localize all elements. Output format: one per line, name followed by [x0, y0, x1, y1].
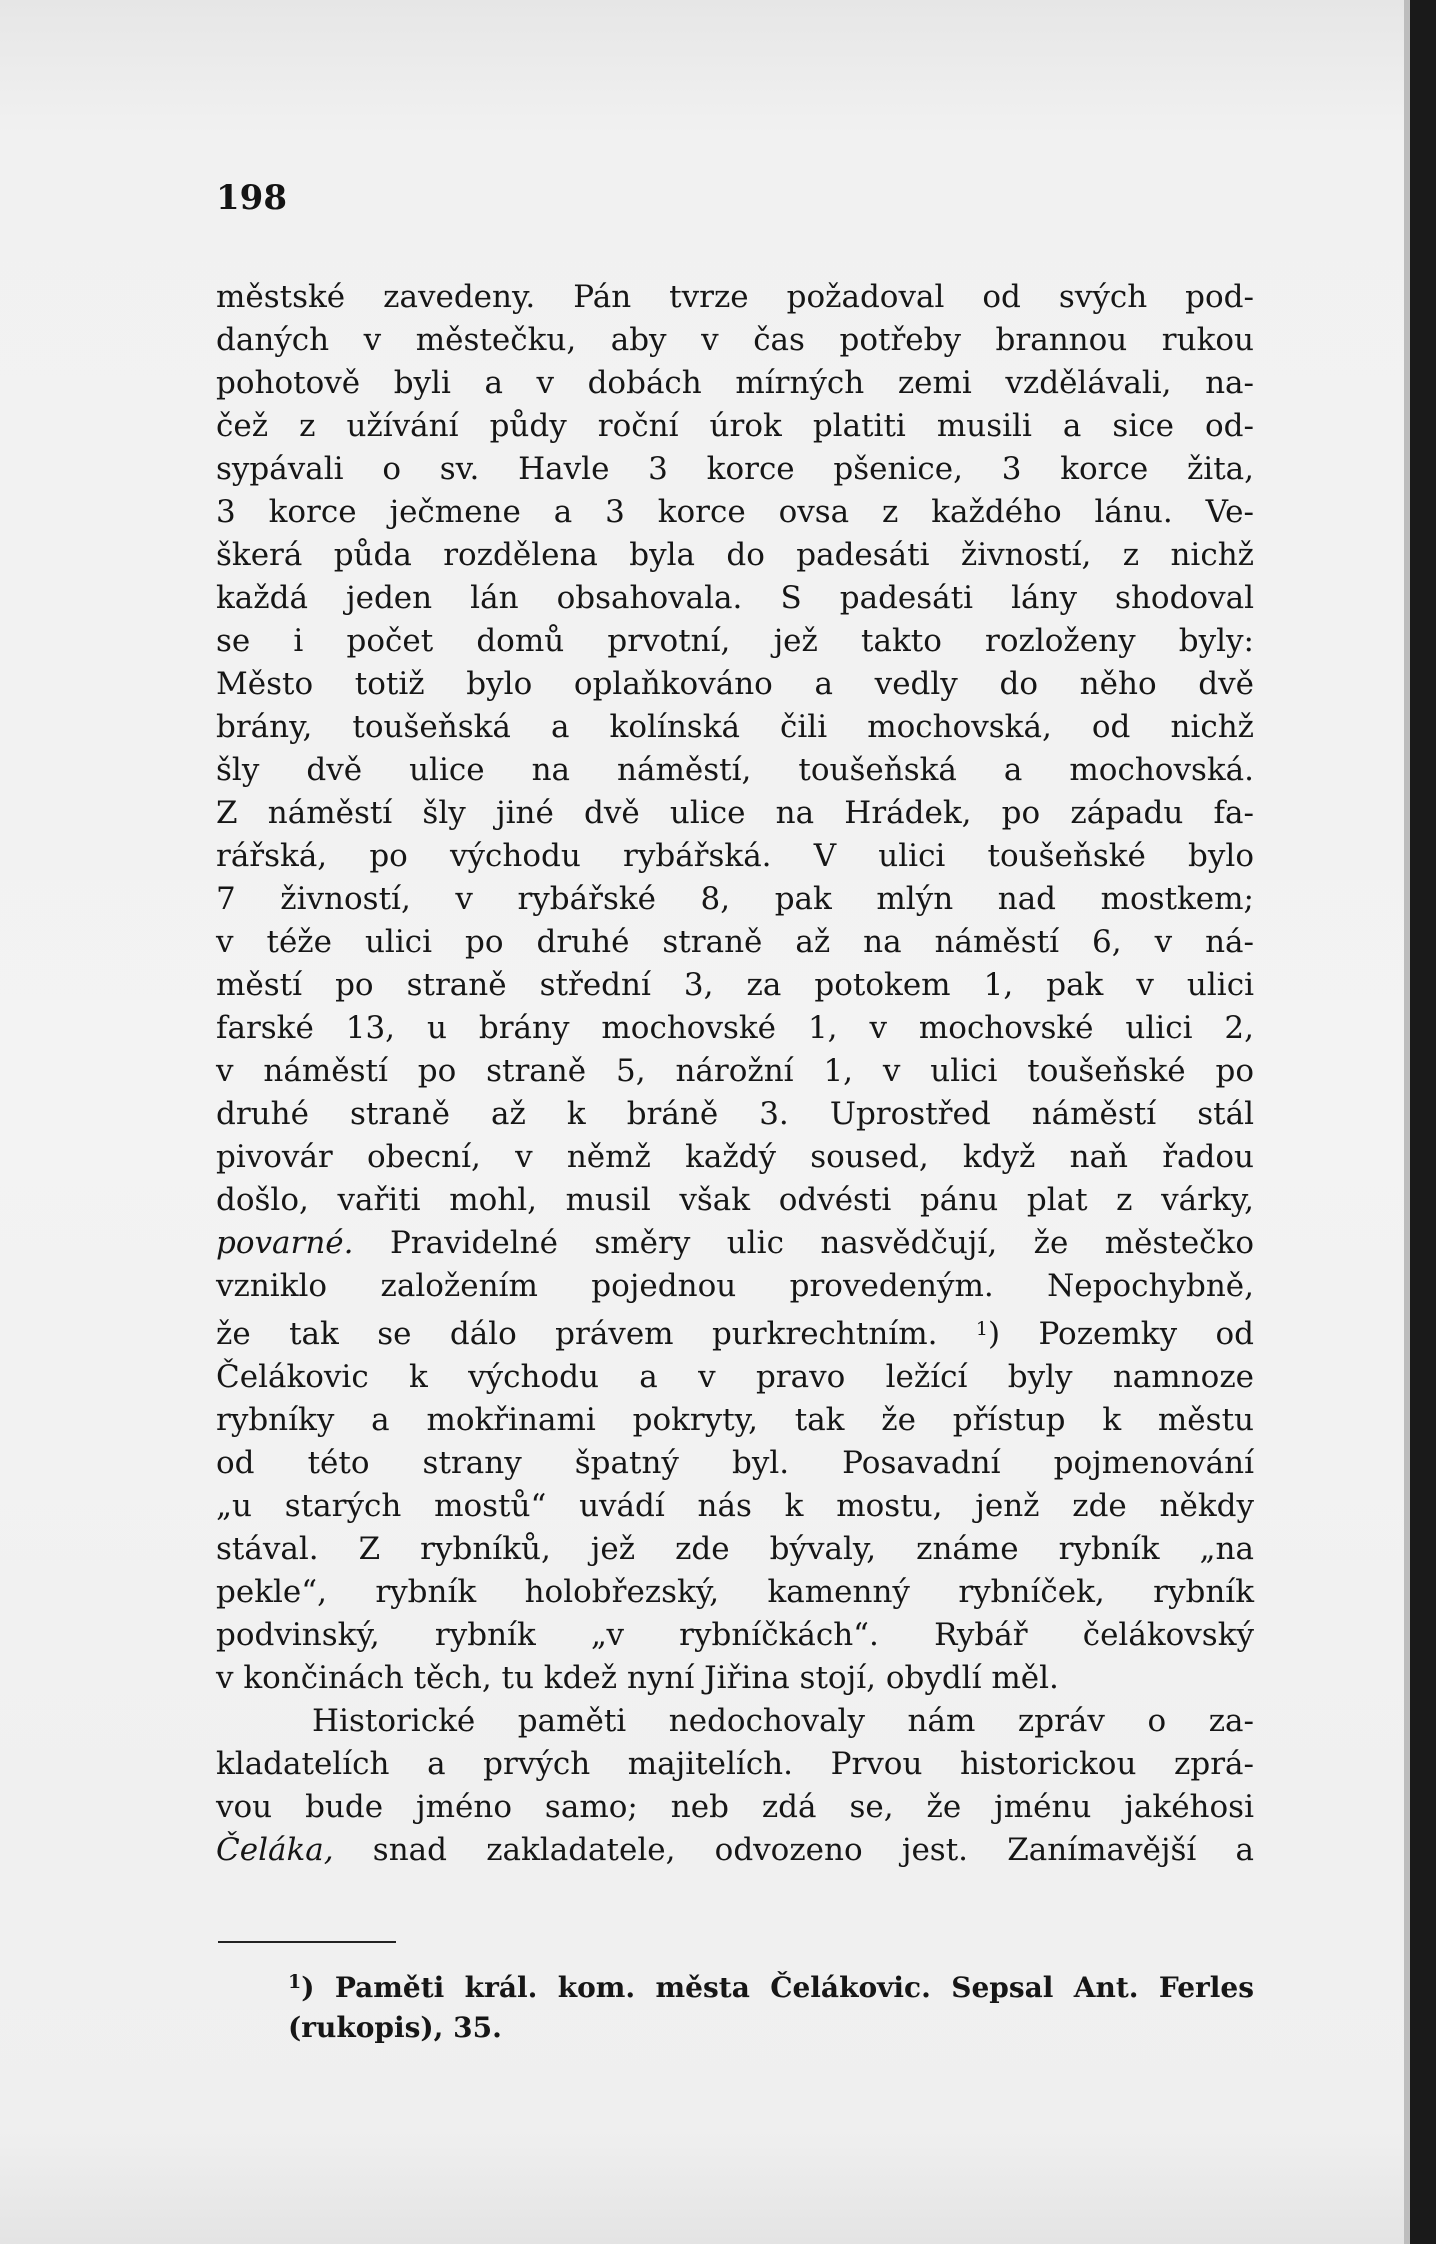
- text-segment: v končinách těch, tu kdež nyní Jiřina stojí, obydlí měl.: [216, 1660, 1059, 1696]
- text-segment: Z náměstí šly jiné dvě ulice na Hrádek, po západu fa-: [216, 795, 1254, 831]
- text-line: [216, 1743, 1254, 1786]
- footnote-line: (rukopis), 35.: [288, 2011, 502, 2044]
- text-segment: kladatelích a prvých majitelích. Prvou historickou zprá-: [216, 1746, 1254, 1782]
- text-line: [216, 921, 1254, 964]
- text-segment: podvinský, rybník „v rybníčkách“. Rybář čelákovský: [216, 1617, 1254, 1653]
- text-line: [216, 1308, 1254, 1356]
- text-line: [216, 577, 1254, 620]
- text-line: [216, 276, 1254, 319]
- text-line: [216, 1222, 1254, 1265]
- text-segment: v téže ulici po druhé straně až na náměstí 6, v ná-: [216, 924, 1254, 960]
- text-segment: Čelákovic k východu a v pravo ležící byly namnoze: [216, 1359, 1254, 1395]
- text-segment: vzniklo založením pojednou provedeným. Nepochybně,: [216, 1268, 1254, 1304]
- text-line: [216, 1829, 1254, 1872]
- text-segment: pekle“, rybník holobřezský, kamenný rybníček, rybník: [216, 1574, 1254, 1610]
- text-line: [216, 1356, 1254, 1399]
- text-line: [216, 491, 1254, 534]
- footnote-reference: 1: [975, 1318, 988, 1340]
- italic-term: Čeláka,: [216, 1832, 334, 1868]
- text-segment: od této strany špatný byl. Posavadní pojmenování: [216, 1445, 1254, 1481]
- text-segment: druhé straně až k bráně 3. Uprostřed náměstí stál: [216, 1096, 1254, 1132]
- italic-term: povarné.: [216, 1225, 354, 1261]
- text-segment: v náměstí po straně 5, nárožní 1, v ulici toušeňské po: [216, 1053, 1254, 1089]
- text-line: [216, 319, 1254, 362]
- text-segment: snad zakladatele, odvozeno jest. Zanímavější a: [333, 1832, 1254, 1868]
- text-line: [216, 1700, 1254, 1743]
- text-segment: vou bude jméno samo; neb zdá se, že jménu jakéhosi: [216, 1789, 1254, 1825]
- text-segment: se i počet domů prvotní, jež takto rozloženy byly:: [216, 623, 1254, 659]
- text-line: [216, 1571, 1254, 1614]
- text-segment: pivovár obecní, v němž každý soused, když naň řadou: [216, 1139, 1254, 1175]
- text-segment: stával. Z rybníků, jež zde bývaly, známe rybník „na: [216, 1531, 1254, 1567]
- text-segment: rářská, po východu rybářská. V ulici toušeňské bylo: [216, 838, 1254, 874]
- text-segment: pohotově byli a v dobách mírných zemi vzdělávali, na-: [216, 365, 1254, 401]
- text-line: [216, 1442, 1254, 1485]
- text-line: [216, 792, 1254, 835]
- scanner-edge: [1410, 0, 1436, 2244]
- text-line: [216, 1136, 1254, 1179]
- text-line: [216, 1657, 1254, 1700]
- text-segment: Pravidelné směry ulic nasvědčují, že městečko: [353, 1225, 1254, 1261]
- footnote-line: $^1$) Paměti král. kom. města Čelákovic. Sepsal Ant. Ferles: [288, 1971, 1255, 2004]
- text-segment: šly dvě ulice na náměstí, toušeňská a mochovská.: [216, 752, 1254, 788]
- text-line: [216, 362, 1254, 405]
- text-line: [216, 1614, 1254, 1657]
- text-segment: farské 13, u brány mochovské 1, v mochovské ulici 2,: [216, 1010, 1254, 1046]
- text-segment: škerá půda rozdělena byla do padesáti živností, z nichž: [216, 537, 1254, 573]
- text-segment: že tak se dálo právem purkrechtním.: [216, 1316, 976, 1352]
- text-line: [216, 835, 1254, 878]
- footnote-text: Paměti král. kom. města Čelákovic. Sepsal Ant. Ferles: [334, 1971, 1255, 2004]
- text-line: [216, 964, 1254, 1007]
- text-line: [216, 1007, 1254, 1050]
- text-segment: brány, toušeňská a kolínská čili mochovská, od nichž: [216, 709, 1254, 745]
- text-line: [216, 1050, 1254, 1093]
- body-text: [216, 276, 1254, 1872]
- text-line: [216, 1485, 1254, 1528]
- text-line: [216, 749, 1254, 792]
- text-line: [216, 1528, 1254, 1571]
- text-segment: Historické paměti nedochovaly nám zpráv o za-: [312, 1703, 1254, 1739]
- text-line: [216, 1265, 1254, 1308]
- text-segment: čež z užívání půdy roční úrok platiti musili a sice od-: [216, 408, 1254, 444]
- text-segment: rybníky a mokřinami pokryty, tak že přístup k městu: [216, 1402, 1254, 1438]
- text-segment: daných v městečku, aby v čas potřeby brannou rukou: [216, 322, 1254, 358]
- text-segment: městí po straně střední 3, za potokem 1, pak v ulici: [216, 967, 1254, 1003]
- text-line: [216, 1179, 1254, 1222]
- text-line: [216, 448, 1254, 491]
- text-segment: ) Pozemky od: [987, 1316, 1254, 1352]
- text-segment: 7 živností, v rybářské 8, pak mlýn nad mostkem;: [216, 881, 1254, 917]
- text-segment: „u starých mostů“ uvádí nás k mostu, jenž zde někdy: [216, 1488, 1254, 1524]
- text-segment: Město totiž bylo oplaňkováno a vedly do něho dvě: [216, 666, 1254, 702]
- text-line: [216, 620, 1254, 663]
- text-line: [216, 1093, 1254, 1136]
- text-segment: městské zavedeny. Pán tvrze požadoval od svých pod-: [216, 279, 1254, 315]
- text-segment: sypávali o sv. Havle 3 korce pšenice, 3 korce žita,: [216, 451, 1254, 487]
- text-line: [216, 405, 1254, 448]
- footnote-divider: [218, 1941, 396, 1943]
- footnote: [288, 1962, 1254, 2048]
- text-line: [216, 1399, 1254, 1442]
- text-line: [216, 534, 1254, 577]
- text-line: [216, 663, 1254, 706]
- text-segment: 3 korce ječmene a 3 korce ovsa z každého lánu. Ve-: [216, 494, 1254, 530]
- text-segment: každá jeden lán obsahovala. S padesáti lány shodoval: [216, 580, 1254, 616]
- text-segment: došlo, vařiti mohl, musil však odvésti pánu plat z várky,: [216, 1182, 1254, 1218]
- text-line: [216, 1786, 1254, 1829]
- text-line: [216, 706, 1254, 749]
- text-line: [216, 878, 1254, 921]
- page-number: 198: [216, 178, 287, 218]
- footnote-marker: 1: [288, 1971, 302, 1993]
